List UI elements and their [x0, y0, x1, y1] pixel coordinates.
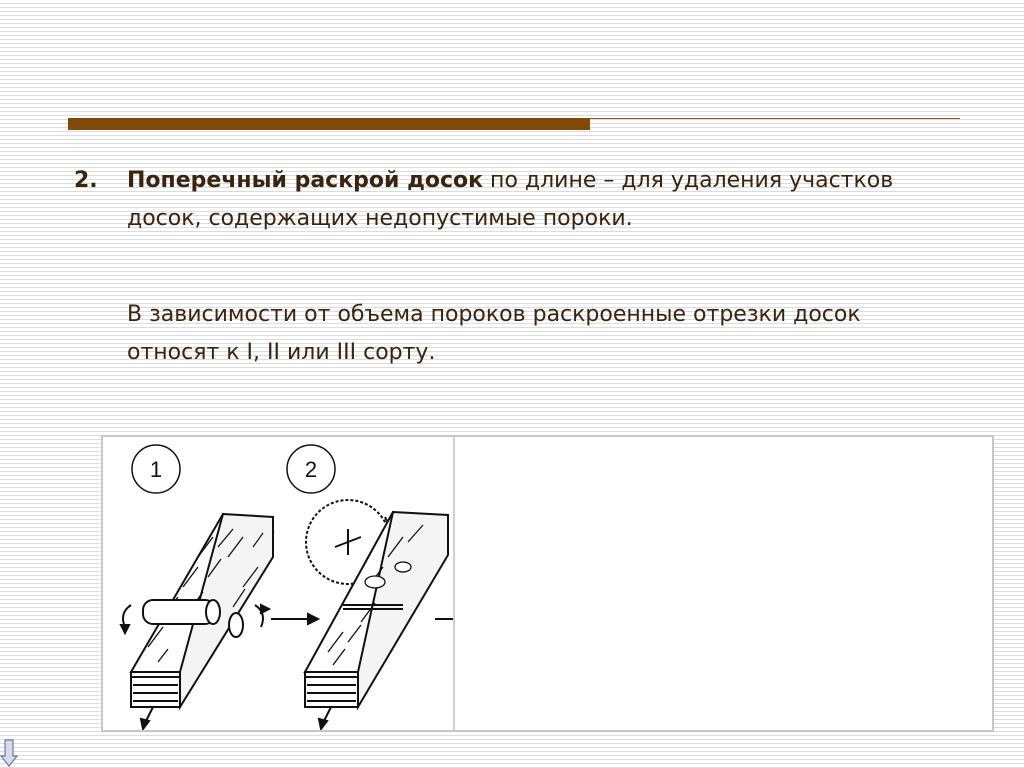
- label-1-badge: [132, 445, 180, 493]
- list-item-description: по длине – для удаления участков досок, содержащих недопустимые пороки.: [127, 168, 894, 231]
- cross-cutting-illustration: [103, 437, 453, 730]
- illustration-frame: [101, 435, 994, 732]
- illustration-divider: [453, 437, 455, 730]
- list-item-text: [127, 162, 917, 238]
- board-1-drawing: [121, 514, 273, 729]
- list-item-bold-term: Поперечный раскрой досок: [127, 168, 484, 193]
- label-2: 2: [304, 457, 318, 482]
- transition-arrow: [271, 614, 318, 624]
- board-2-drawing: [305, 500, 453, 729]
- label-2-badge: [287, 445, 335, 493]
- list-item-number: 2.: [74, 168, 98, 193]
- body-paragraph: В зависимости от объема пороков раскроенные отрезки досок относят к I, II или III сорту.: [127, 302, 861, 365]
- body-paragraph-block: [74, 296, 934, 376]
- list-item: [74, 162, 934, 242]
- title-divider-thick: [68, 118, 590, 130]
- title-divider-thin: [590, 118, 960, 119]
- label-1: 1: [149, 457, 163, 482]
- down-arrow-icon[interactable]: [0, 738, 18, 768]
